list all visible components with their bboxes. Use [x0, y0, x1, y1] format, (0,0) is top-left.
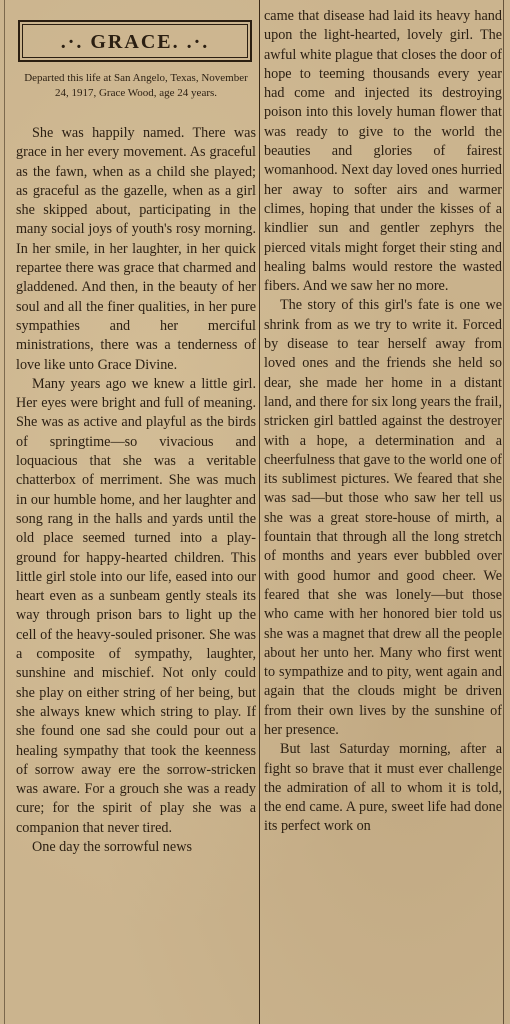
left-border-rule	[4, 0, 5, 1024]
paragraph: She was happily named. There was grace in her every movement. As graceful as the fawn, when as a child she played; as graceful as the gazelle, when as a girl she skipped about, participating in the many social joys of youth's rosy morning. In her smile, in her laughter, in her quick repartee there was grace that charmed and gladdened. And then, in the beauty of her soul and all the finer qualities, in her pure sympathies and her merciful ministrations, there was a tenderness of love like unto Grace Divine.	[16, 125, 256, 373]
headline: .·. GRACE. .·.	[60, 31, 210, 53]
paragraph: One day the sorrowful news	[32, 838, 192, 855]
right-column-text	[264, 7, 502, 837]
headline-box	[18, 20, 252, 62]
left-column-text	[16, 124, 256, 857]
paragraph: came that disease had laid its heavy hand upon the light-hearted, lovely girl. The awful white plague that closes the door of hope to teeming thousands every year had come and injected its destroying poison into this lovely human flower that was ready to give to the world the beauties and glories of fairest womanhood. Next day loved ones hurried her away to softer airs and warmer climes, hoping that under the kisses of a kindlier sun and gentler zephyrs the pierced vitals might forget their sting and healing balms would restore the wasted fibers. And we saw her no more.	[264, 8, 502, 295]
paragraph: The story of this girl's fate is one we shrink from as we try to write it. Forced by disease to tear herself away from loved ones and the friends she held so dear, she made her home in a distant land, and there for six long years the frail, stricken girl battled against the destroyer with a hope, a determination and a cheerfulness that gave to the world one of its sublimest pictures. We feared that she was sad—but those who saw her tell us she was a great store-house of mirth, a fountain that through all the long stretch of months and years ever bubbled over with good humor and good cheer. We feared that she was lonely—but those who came with her honored bier told us she was a magnet that drew all the people about her unto her. Many who first went to sympathize and to pity, went again and again that the clouds might be driven from their own lives by the sunshine of her presence.	[264, 297, 502, 738]
column-divider-rule	[259, 0, 260, 1024]
paragraph: Many years ago we knew a little girl. Her eyes were bright and full of meaning. She was as active and playful as the birds of springtime—so vivacious and loquacious that she was a veritable chatterbox of merriment. She was much in our humble home, and her laughter and song rang in the halls and yards until the old place seemed turned into a play-ground for happy-hearted children. This little girl stole into our life, eased into our heart even as a sunbeam gently steals its way through prison bars to light up the cell of the heavy-souled prisoner. She was a composite of sympathy, laughter, sunshine and mischief. Not only could she play on either string of her being, but she always knew which string to play. If she found one sad she could pour out a healing sympathy that took the keenness of sorrow away ere the sorrow-stricken was aware. For a grouch she was a ready cure; for the spirit of play she was a companion that never tired.	[16, 375, 256, 836]
right-border-rule	[503, 0, 504, 1024]
dateline: Departed this life at San Angelo, Texas, November 24, 1917, Grace Wood, age 24 years.	[24, 72, 248, 99]
paragraph: But last Saturday morning, after a fight so brave that it must ever challenge the admiration of all to whom it is told, the end came. A pure, sweet life had done its perfect work on	[264, 741, 502, 835]
